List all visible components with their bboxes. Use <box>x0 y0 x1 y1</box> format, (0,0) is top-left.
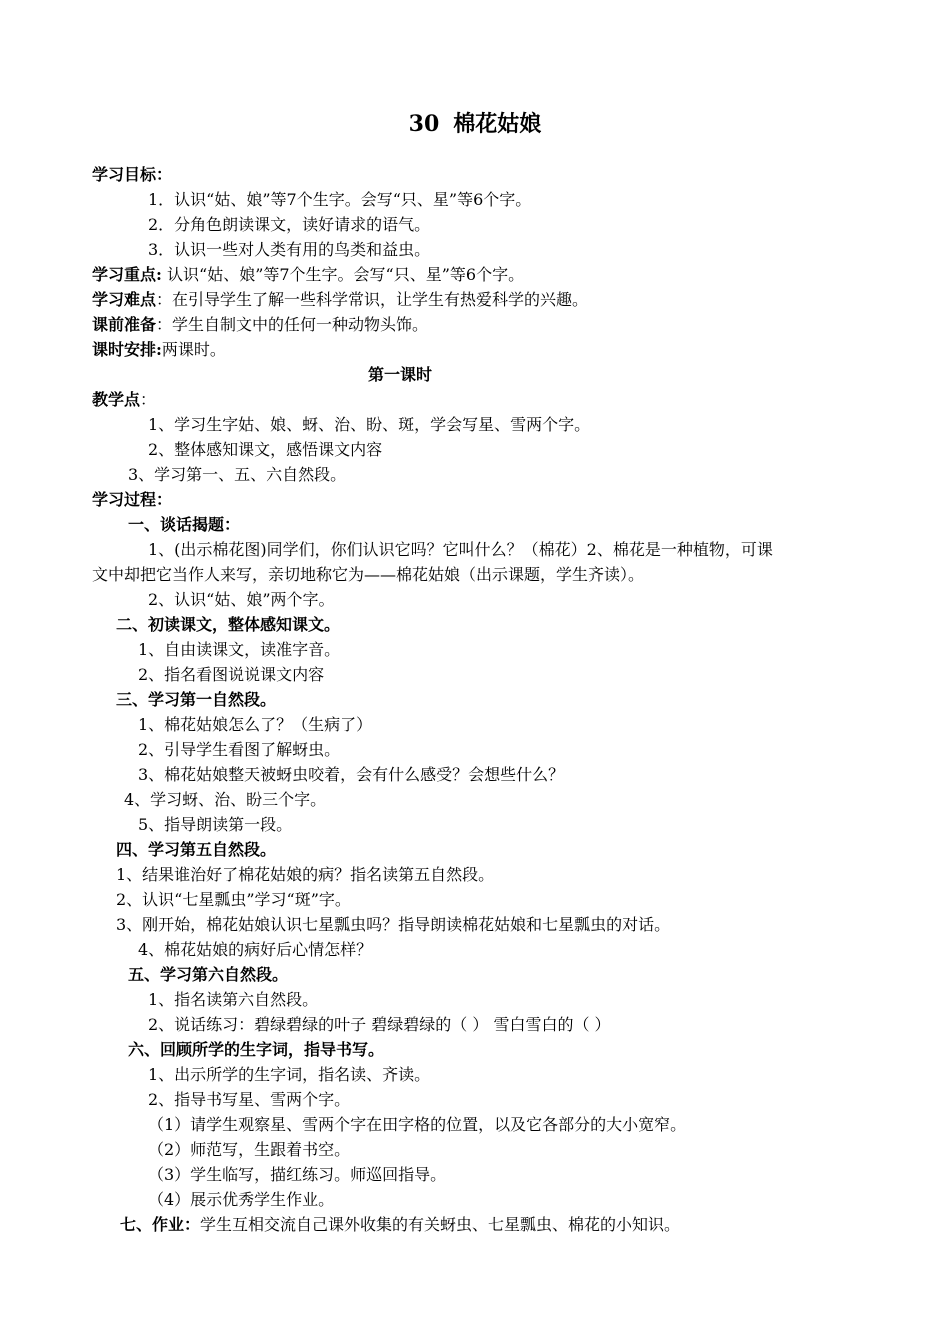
paragraph-line: 3、学习第一、五、六自然段。 <box>128 465 347 484</box>
paragraph-line: 5、指导朗读第一段。 <box>138 815 293 834</box>
labeled-line: 课前准备：学生自制文中的任何一种动物头饰。 <box>92 315 429 334</box>
paragraph-line: 2、指名看图说说课文内容 <box>138 665 325 684</box>
step-heading: 六、回顾所学的生字词，指导书写。 <box>128 1040 385 1059</box>
paragraph-line: 2、引导学生看图了解蚜虫。 <box>138 740 341 759</box>
paragraph-line: 2、认识“七星瓢虫”学习“斑”字。 <box>116 890 351 909</box>
step-heading: 七、作业：学生互相交流自己课外收集的有关蚜虫、七星瓢虫、棉花的小知识。 <box>120 1215 681 1234</box>
step-heading: 四、学习第五自然段。 <box>116 840 277 859</box>
paragraph-line: 1、结果谁治好了棉花姑娘的病？指名读第五自然段。 <box>116 865 495 884</box>
paragraph-line: 2．分角色朗读课文，读好请求的语气。 <box>148 215 431 234</box>
paragraph-line: （2）师范写，生跟着书空。 <box>148 1140 351 1159</box>
labeled-line: 学习重点: 认识“姑、娘”等7个生字。会写“只、星”等6个字。 <box>92 265 525 284</box>
paragraph-line: 3、棉花姑娘整天被蚜虫咬着，会有什么感受？会想些什么？ <box>138 765 565 784</box>
step-heading: 三、学习第一自然段。 <box>116 690 277 709</box>
paragraph-line: 2、说话练习：碧绿碧绿的叶子 碧绿碧绿的（ ） 雪白雪白的（ ） <box>148 1015 611 1034</box>
labeled-line: 课时安排:两课时。 <box>92 340 226 359</box>
paragraph-line: （4）展示优秀学生作业。 <box>148 1190 335 1209</box>
paragraph-line: 1、自由读课文，读准字音。 <box>138 640 341 659</box>
paragraph-line: 文中却把它当作人来写，亲切地称它为——棉花姑娘（出示课题，学生齐读）。 <box>92 565 645 584</box>
section-heading: 教学点： <box>92 390 157 409</box>
paragraph-line: 2、指导书写星、雪两个字。 <box>148 1090 351 1109</box>
paragraph-line: 3、刚开始，棉花姑娘认识七星瓢虫吗？指导朗读棉花姑娘和七星瓢虫的对话。 <box>116 915 671 934</box>
lesson-heading: 第一课时 <box>367 365 432 384</box>
title-number: 30 <box>408 111 440 137</box>
step-heading: 二、初读课文，整体感知课文。 <box>116 615 341 634</box>
title-text: 棉花姑娘 <box>453 111 542 137</box>
paragraph-line: 1、(出示棉花图)同学们，你们认识它吗？它叫什么？（棉花）2、棉花是一种植物，可课 <box>148 540 773 559</box>
paragraph-line: 2、整体感知课文，感悟课文内容 <box>148 440 383 459</box>
paragraph-line: （1）请学生观察星、雪两个字在田字格的位置，以及它各部分的大小宽窄。 <box>148 1115 687 1134</box>
paragraph-line: 2、认识“姑、娘”两个字。 <box>148 590 335 609</box>
section-heading: 学习过程： <box>92 490 173 509</box>
paragraph-line: 1、出示所学的生字词，指名读、齐读。 <box>148 1065 431 1084</box>
paragraph-line: 1、棉花姑娘怎么了？（生病了） <box>138 715 373 734</box>
labeled-line: 学习难点：在引导学生了解一些科学常识，让学生有热爱科学的兴趣。 <box>92 290 589 309</box>
paragraph-line: 1、指名读第六自然段。 <box>148 990 319 1009</box>
section-heading: 学习目标： <box>92 165 173 184</box>
paragraph-line: 3．认识一些对人类有用的鸟类和益虫。 <box>148 240 431 259</box>
document-title <box>0 108 950 140</box>
step-heading: 五、学习第六自然段。 <box>128 965 289 984</box>
paragraph-line: 1、学习生字姑、娘、蚜、治、盼、斑，学会写星、雪两个字。 <box>148 415 591 434</box>
paragraph-line: 1．认识“姑、娘”等7个生字。会写“只、星”等6个字。 <box>148 190 532 209</box>
paragraph-line: 4、棉花姑娘的病好后心情怎样？ <box>138 940 373 959</box>
step-heading: 一、谈话揭题： <box>128 515 241 534</box>
paragraph-line: （3）学生临写，描红练习。师巡回指导。 <box>148 1165 447 1184</box>
paragraph-line: 4、学习蚜、治、盼三个字。 <box>124 790 327 809</box>
